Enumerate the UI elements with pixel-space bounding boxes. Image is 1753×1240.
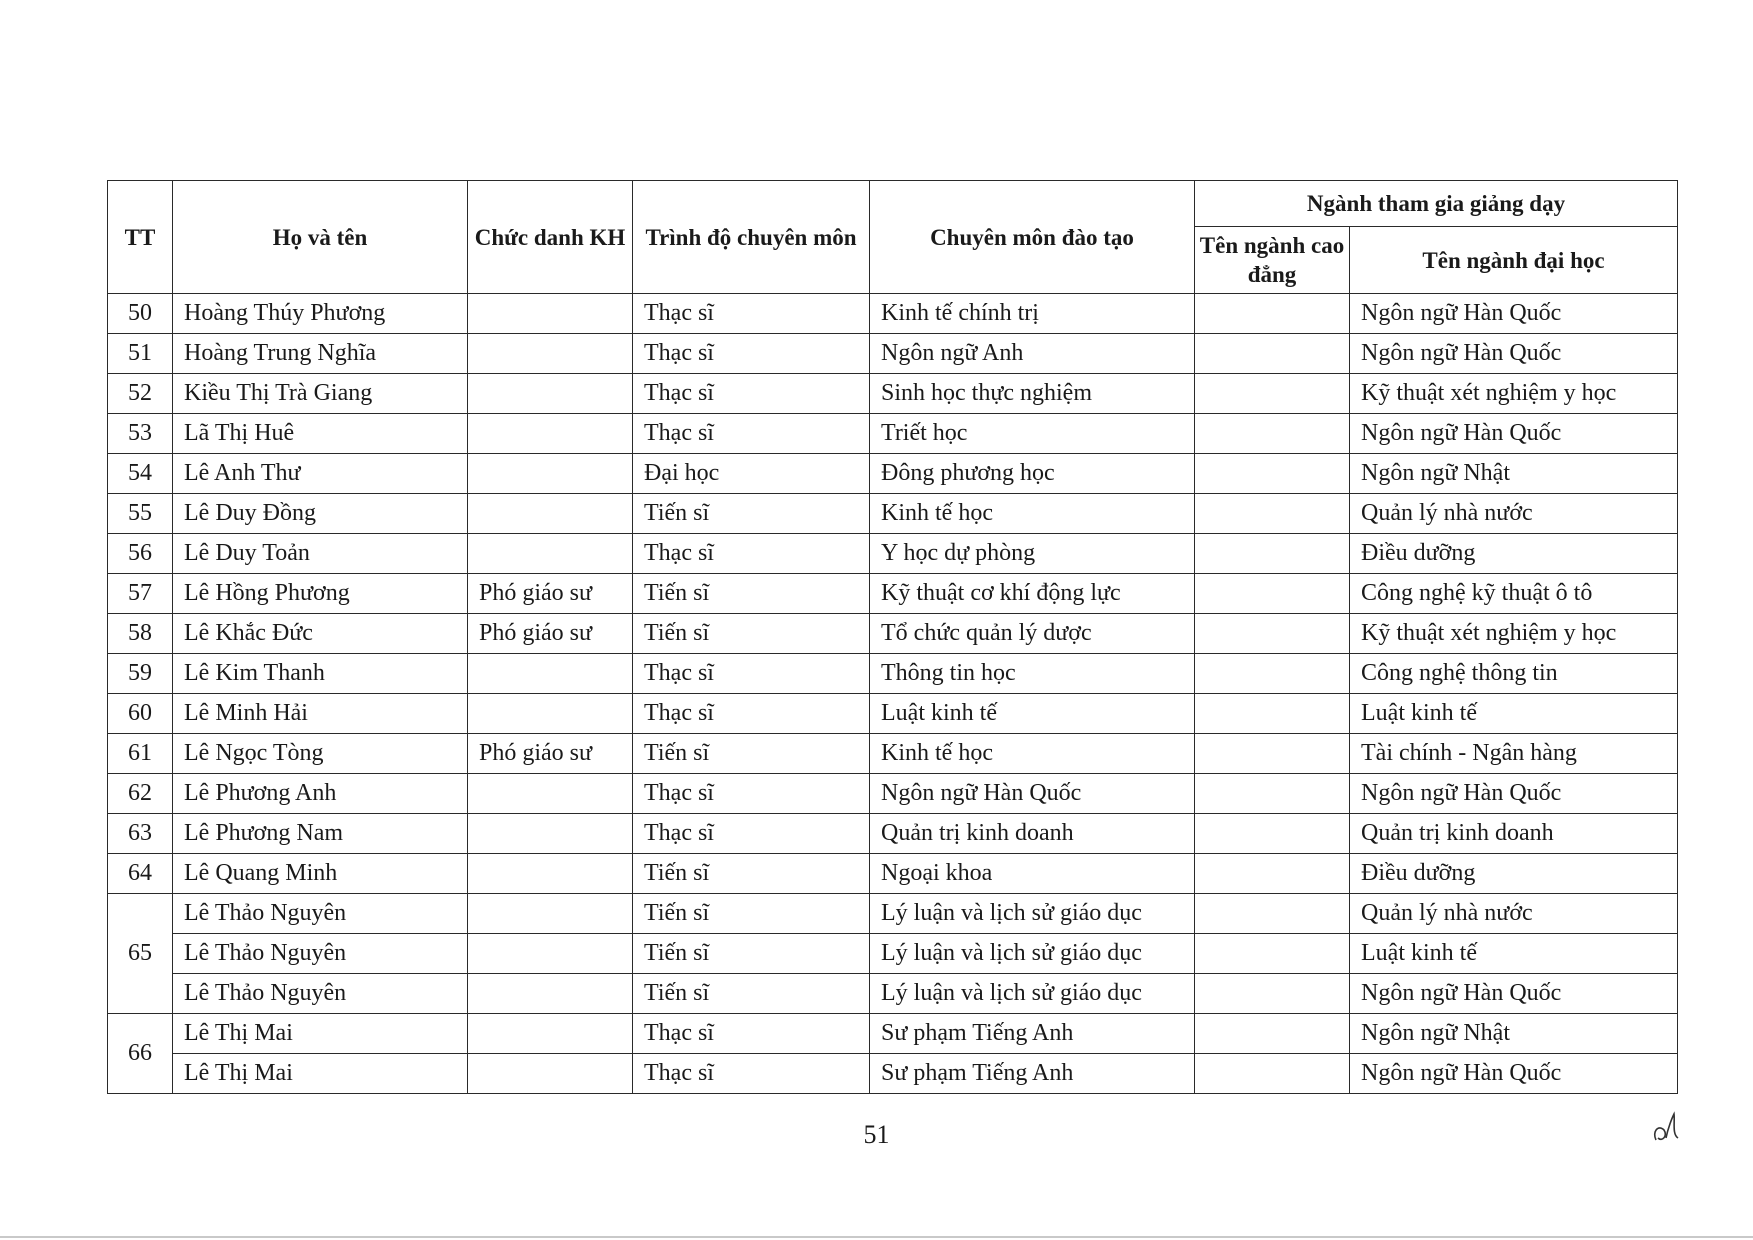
table-row: [108, 694, 1678, 734]
table-row: [108, 974, 1678, 1014]
cell-specialty: Kinh tế chính trị: [870, 294, 1195, 334]
cell-degree: Thạc sĩ: [633, 1014, 870, 1054]
cell-title: [468, 534, 633, 574]
header-degree: Trình độ chuyên môn: [633, 181, 870, 294]
cell-degree: Tiến sĩ: [633, 614, 870, 654]
cell-college: [1195, 854, 1350, 894]
cell-college: [1195, 374, 1350, 414]
cell-specialty: Y học dự phòng: [870, 534, 1195, 574]
cell-university: Ngôn ngữ Hàn Quốc: [1350, 974, 1678, 1014]
cell-degree: Tiến sĩ: [633, 494, 870, 534]
cell-college: [1195, 894, 1350, 934]
cell-specialty: Sinh học thực nghiệm: [870, 374, 1195, 414]
cell-degree: Thạc sĩ: [633, 1054, 870, 1094]
header-name: Họ và tên: [173, 181, 468, 294]
cell-degree: Thạc sĩ: [633, 294, 870, 334]
cell-tt: 56: [108, 534, 173, 574]
cell-name: Lê Minh Hải: [173, 694, 468, 734]
cell-college: [1195, 334, 1350, 374]
cell-name: Lê Duy Đồng: [173, 494, 468, 534]
cell-title: [468, 694, 633, 734]
cell-university: Ngôn ngữ Nhật: [1350, 454, 1678, 494]
cell-college: [1195, 414, 1350, 454]
cell-degree: Tiến sĩ: [633, 934, 870, 974]
cell-specialty: Kinh tế học: [870, 494, 1195, 534]
cell-college: [1195, 494, 1350, 534]
cell-specialty: Triết học: [870, 414, 1195, 454]
cell-name: Lê Ngọc Tòng: [173, 734, 468, 774]
cell-specialty: Ngoại khoa: [870, 854, 1195, 894]
cell-university: Điều dưỡng: [1350, 854, 1678, 894]
table-row: [108, 814, 1678, 854]
cell-specialty: Lý luận và lịch sử giáo dục: [870, 934, 1195, 974]
cell-tt: 52: [108, 374, 173, 414]
cell-college: [1195, 614, 1350, 654]
cell-tt: 55: [108, 494, 173, 534]
cell-name: Lê Kim Thanh: [173, 654, 468, 694]
table-row: [108, 774, 1678, 814]
header-college-major: Tên ngành cao đẳng: [1195, 227, 1350, 294]
cell-university: Luật kinh tế: [1350, 934, 1678, 974]
cell-university: Điều dưỡng: [1350, 534, 1678, 574]
cell-university: Quản lý nhà nước: [1350, 494, 1678, 534]
cell-college: [1195, 734, 1350, 774]
cell-degree: Tiến sĩ: [633, 974, 870, 1014]
cell-university: Luật kinh tế: [1350, 694, 1678, 734]
cell-title: [468, 1054, 633, 1094]
cell-title: [468, 334, 633, 374]
table-row: [108, 854, 1678, 894]
page-number: 51: [863, 1120, 890, 1149]
cell-name: Lê Thảo Nguyên: [173, 934, 468, 974]
cell-title: [468, 854, 633, 894]
table-row: [108, 534, 1678, 574]
cell-college: [1195, 774, 1350, 814]
cell-title: [468, 934, 633, 974]
cell-degree: Thạc sĩ: [633, 694, 870, 734]
header-teaching-group: Ngành tham gia giảng dạy: [1195, 181, 1678, 227]
cell-tt: 65: [108, 894, 173, 1014]
cell-tt: 54: [108, 454, 173, 494]
cell-tt: 66: [108, 1014, 173, 1094]
table-header: [108, 181, 1678, 294]
cell-university: Ngôn ngữ Hàn Quốc: [1350, 294, 1678, 334]
cell-specialty: Kỹ thuật cơ khí động lực: [870, 574, 1195, 614]
cell-tt: 58: [108, 614, 173, 654]
cell-title: [468, 774, 633, 814]
cell-title: [468, 374, 633, 414]
cell-tt: 64: [108, 854, 173, 894]
cell-college: [1195, 574, 1350, 614]
cell-university: Ngôn ngữ Hàn Quốc: [1350, 334, 1678, 374]
cell-specialty: Tổ chức quản lý dược: [870, 614, 1195, 654]
cell-title: [468, 294, 633, 334]
cell-college: [1195, 1054, 1350, 1094]
cell-university: Công nghệ kỹ thuật ô tô: [1350, 574, 1678, 614]
cell-degree: Thạc sĩ: [633, 814, 870, 854]
table-row: [108, 654, 1678, 694]
cell-degree: Thạc sĩ: [633, 374, 870, 414]
cell-college: [1195, 694, 1350, 734]
cell-title: [468, 814, 633, 854]
cell-specialty: Ngôn ngữ Hàn Quốc: [870, 774, 1195, 814]
cell-name: Lê Quang Minh: [173, 854, 468, 894]
table-row: [108, 414, 1678, 454]
cell-specialty: Ngôn ngữ Anh: [870, 334, 1195, 374]
cell-degree: Thạc sĩ: [633, 774, 870, 814]
cell-college: [1195, 1014, 1350, 1054]
cell-specialty: Thông tin học: [870, 654, 1195, 694]
cell-university: Tài chính - Ngân hàng: [1350, 734, 1678, 774]
cell-college: [1195, 974, 1350, 1014]
cell-name: Lê Phương Anh: [173, 774, 468, 814]
cell-name: Hoàng Trung Nghĩa: [173, 334, 468, 374]
cell-name: Lê Hồng Phương: [173, 574, 468, 614]
cell-tt: 51: [108, 334, 173, 374]
cell-title: [468, 494, 633, 534]
cell-name: Lê Duy Toản: [173, 534, 468, 574]
table-row: [108, 614, 1678, 654]
cell-title: [468, 414, 633, 454]
cell-degree: Đại học: [633, 454, 870, 494]
cell-tt: 60: [108, 694, 173, 734]
cell-college: [1195, 294, 1350, 334]
header-title: Chức danh KH: [468, 181, 633, 294]
header-university-major: Tên ngành đại học: [1350, 227, 1678, 294]
cell-name: Lê Thảo Nguyên: [173, 894, 468, 934]
cell-university: Kỹ thuật xét nghiệm y học: [1350, 374, 1678, 414]
cell-degree: Tiến sĩ: [633, 854, 870, 894]
cell-name: Kiều Thị Trà Giang: [173, 374, 468, 414]
cell-university: Công nghệ thông tin: [1350, 654, 1678, 694]
table-row: [108, 454, 1678, 494]
cell-degree: Thạc sĩ: [633, 414, 870, 454]
cell-specialty: Đông phương học: [870, 454, 1195, 494]
cell-university: Ngôn ngữ Nhật: [1350, 1014, 1678, 1054]
table-row: [108, 894, 1678, 934]
cell-degree: Thạc sĩ: [633, 654, 870, 694]
table-row: [108, 374, 1678, 414]
cell-name: Lê Khắc Đức: [173, 614, 468, 654]
cell-name: Lê Thị Mai: [173, 1014, 468, 1054]
header-tt: TT: [108, 181, 173, 294]
cell-title: [468, 454, 633, 494]
cell-college: [1195, 534, 1350, 574]
cell-name: Lã Thị Huê: [173, 414, 468, 454]
cell-title: [468, 654, 633, 694]
cell-name: Lê Thị Mai: [173, 1054, 468, 1094]
cell-college: [1195, 454, 1350, 494]
cell-university: Ngôn ngữ Hàn Quốc: [1350, 414, 1678, 454]
cell-title: [468, 1014, 633, 1054]
cell-specialty: Sư phạm Tiếng Anh: [870, 1014, 1195, 1054]
table-row: [108, 494, 1678, 534]
cell-university: Quản lý nhà nước: [1350, 894, 1678, 934]
cell-specialty: Luật kinh tế: [870, 694, 1195, 734]
cell-university: Quản trị kinh doanh: [1350, 814, 1678, 854]
cell-degree: Thạc sĩ: [633, 334, 870, 374]
cell-university: Kỹ thuật xét nghiệm y học: [1350, 614, 1678, 654]
cell-degree: Tiến sĩ: [633, 894, 870, 934]
table-body: [108, 294, 1678, 1094]
table-row: [108, 1054, 1678, 1094]
cell-name: Hoàng Thúy Phương: [173, 294, 468, 334]
cell-tt: 62: [108, 774, 173, 814]
cell-college: [1195, 934, 1350, 974]
cell-name: Lê Thảo Nguyên: [173, 974, 468, 1014]
cell-degree: Tiến sĩ: [633, 734, 870, 774]
table-row: [108, 574, 1678, 614]
scan-edge-line: [0, 1236, 1753, 1238]
cell-university: Ngôn ngữ Hàn Quốc: [1350, 1054, 1678, 1094]
table-row: [108, 294, 1678, 334]
cell-college: [1195, 814, 1350, 854]
cell-title: [468, 894, 633, 934]
cell-college: [1195, 654, 1350, 694]
cell-specialty: Quản trị kinh doanh: [870, 814, 1195, 854]
cell-degree: Tiến sĩ: [633, 574, 870, 614]
cell-title: Phó giáo sư: [468, 574, 633, 614]
cell-university: Ngôn ngữ Hàn Quốc: [1350, 774, 1678, 814]
cell-title: Phó giáo sư: [468, 614, 633, 654]
cell-specialty: Sư phạm Tiếng Anh: [870, 1054, 1195, 1094]
cell-name: Lê Anh Thư: [173, 454, 468, 494]
cell-name: Lê Phương Nam: [173, 814, 468, 854]
handwritten-initials: [1648, 1108, 1688, 1148]
cell-title: [468, 974, 633, 1014]
cell-specialty: Kinh tế học: [870, 734, 1195, 774]
table-row: [108, 1014, 1678, 1054]
table-row: [108, 334, 1678, 374]
cell-tt: 53: [108, 414, 173, 454]
cell-degree: Thạc sĩ: [633, 534, 870, 574]
cell-tt: 57: [108, 574, 173, 614]
cell-title: Phó giáo sư: [468, 734, 633, 774]
cell-specialty: Lý luận và lịch sử giáo dục: [870, 894, 1195, 934]
header-specialty: Chuyên môn đào tạo: [870, 181, 1195, 294]
cell-specialty: Lý luận và lịch sử giáo dục: [870, 974, 1195, 1014]
cell-tt: 61: [108, 734, 173, 774]
cell-tt: 50: [108, 294, 173, 334]
cell-tt: 59: [108, 654, 173, 694]
staff-table: [107, 180, 1678, 1094]
cell-tt: 63: [108, 814, 173, 854]
table-row: [108, 934, 1678, 974]
table-row: [108, 734, 1678, 774]
